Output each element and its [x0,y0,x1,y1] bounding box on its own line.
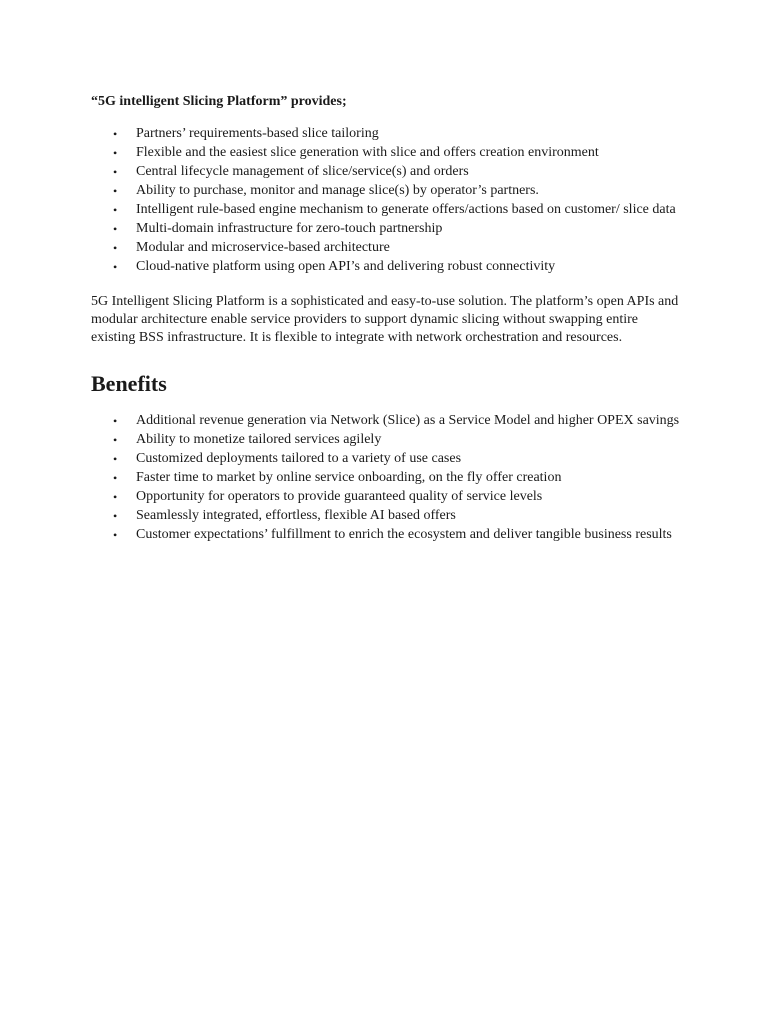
description-paragraph: 5G Intelligent Slicing Platform is a sophisticated and easy-to-use solution. The platform’s open APIs and modular architecture enable service providers to support dynamic slicing without swapping entire existing BSS infrastructure. It is flexible to integrate with network orchestration and resources. [91,294,679,345]
list-item [91,431,681,449]
list-item [91,469,681,487]
bullet-icon: • [113,509,118,523]
list-item-text: Central lifecycle management of slice/service(s) and orders [136,164,469,179]
list-item [91,163,681,181]
list-item [91,507,681,525]
bullet-icon: • [113,490,118,504]
list-item [91,412,681,430]
benefits-heading: Benefits [91,371,167,396]
bullet-icon: • [113,241,118,255]
list-item-text: Customized deployments tailored to a variety of use cases [136,451,462,466]
document-page [91,93,681,545]
list-item-text: Flexible and the easiest slice generation with slice and offers creation environment [136,145,599,160]
list-item [91,488,681,506]
list-item-text: Multi-domain infrastructure for zero-touch partnership [136,221,443,236]
bullet-icon: • [113,165,118,179]
list-item-text: Modular and microservice-based architecture [136,240,390,255]
list-item [91,144,681,162]
bullet-icon: • [113,414,118,428]
list-item [91,239,681,257]
bullet-icon: • [113,127,118,141]
bullet-icon: • [113,203,118,217]
list-item-text: Additional revenue generation via Network (Slice) as a Service Model and higher OPEX savings [136,413,680,428]
list-item-text: Intelligent rule-based engine mechanism to generate offers/actions based on customer/ slice data [136,202,676,217]
list-item [91,182,681,200]
bullet-icon: • [113,433,118,447]
list-item-text: Ability to monetize tailored services agilely [136,432,382,447]
benefits-list [91,412,681,544]
bullet-icon: • [113,184,118,198]
list-item [91,201,681,219]
list-item [91,125,681,143]
list-item-text: Ability to purchase, monitor and manage slice(s) by operator’s partners. [136,183,539,198]
list-item [91,526,681,544]
list-item [91,220,681,238]
list-item [91,450,681,468]
list-item-text: Opportunity for operators to provide guaranteed quality of service levels [136,489,543,504]
list-item-text: Partners’ requirements-based slice tailoring [136,126,379,141]
bullet-icon: • [113,452,118,466]
list-item-text: Seamlessly integrated, effortless, flexible AI based offers [136,508,456,523]
list-item-text: Customer expectations’ fulfillment to enrich the ecosystem and deliver tangible business results [136,527,672,542]
bullet-icon: • [113,528,118,542]
bullet-icon: • [113,471,118,485]
list-item-text: Faster time to market by online service onboarding, on the fly offer creation [136,470,562,485]
list-item-text: Cloud-native platform using open API’s and delivering robust connectivity [136,259,556,274]
bullet-icon: • [113,260,118,274]
bullet-icon: • [113,222,118,236]
intro-heading: “5G intelligent Slicing Platform” provides; [91,94,347,109]
bullet-icon: • [113,146,118,160]
features-list [91,125,681,276]
list-item [91,258,681,276]
